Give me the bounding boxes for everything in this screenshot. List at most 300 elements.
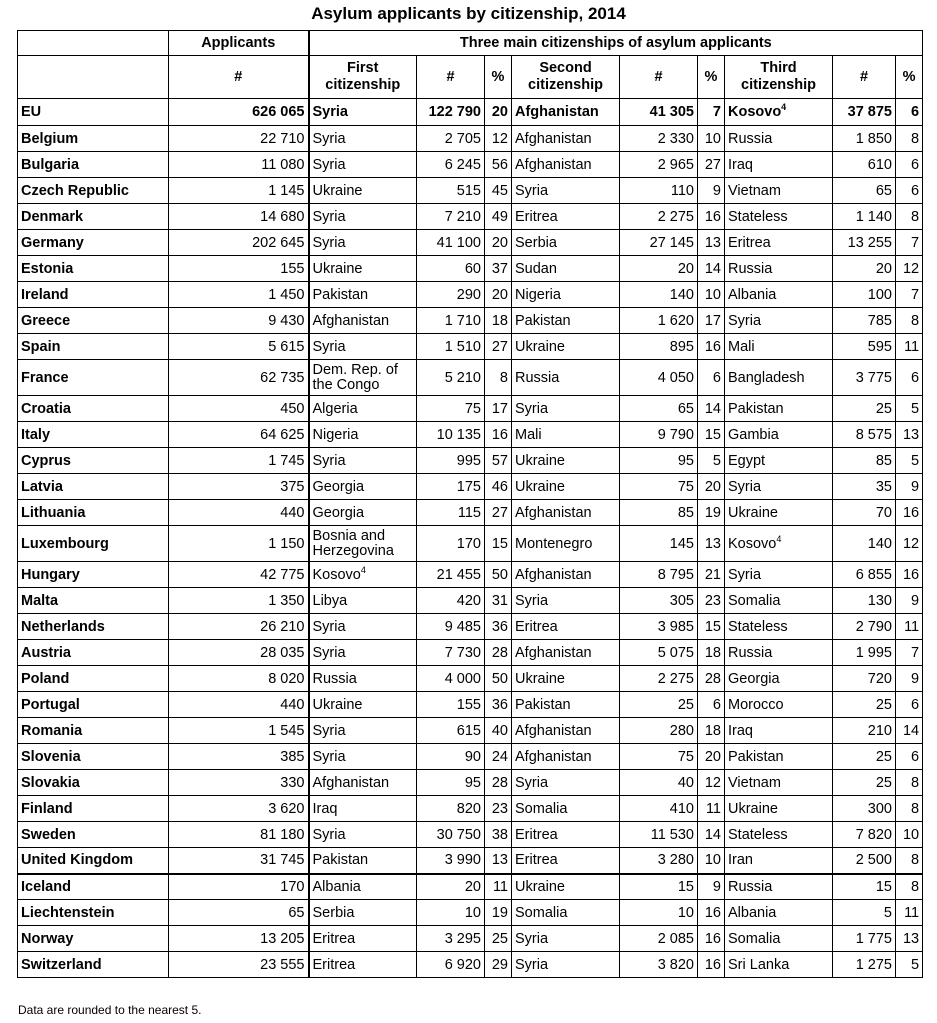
third-count-cell xyxy=(833,666,896,692)
first-citizenship-cell xyxy=(309,822,417,848)
first-count-cell xyxy=(417,848,485,874)
third-count-cell xyxy=(833,99,896,126)
first-citizenship-text: Kosovo xyxy=(312,566,361,583)
country-name-text: Latvia xyxy=(21,478,63,495)
first-count-text: 7 210 xyxy=(444,208,481,225)
second-pct-text: 18 xyxy=(704,644,721,661)
third-count-text: 1 775 xyxy=(855,930,892,947)
third-count-text: 25 xyxy=(875,748,892,765)
first-pct-text: 31 xyxy=(491,592,508,609)
third-citizenship-cell xyxy=(725,666,833,692)
second-pct-cell xyxy=(698,99,725,126)
first-count-text: 10 135 xyxy=(436,426,481,443)
first-count-text: 7 730 xyxy=(444,644,481,661)
second-count-cell xyxy=(620,692,698,718)
first-count-text: 75 xyxy=(464,400,481,417)
applicants-count-cell xyxy=(169,900,309,926)
second-citizenship-text: Nigeria xyxy=(515,286,561,303)
second-citizenship-cell xyxy=(512,666,620,692)
second-citizenship-cell xyxy=(512,396,620,422)
third-count-text: 65 xyxy=(875,182,892,199)
second-pct-text: 10 xyxy=(704,130,721,147)
first-pct-cell xyxy=(485,692,512,718)
third-pct-text: 6 xyxy=(911,156,920,173)
third-pct-cell xyxy=(896,666,923,692)
second-pct-cell xyxy=(698,448,725,474)
first-pct-text: 20 xyxy=(491,104,508,120)
second-count-cell xyxy=(620,474,698,500)
applicants-count-text: 1 350 xyxy=(268,592,305,609)
applicants-count-text: 170 xyxy=(280,878,305,895)
first-count-cell xyxy=(417,744,485,770)
table-row xyxy=(18,640,923,666)
second-citizenship-text: Montenegro xyxy=(515,535,593,552)
second-pct-cell xyxy=(698,666,725,692)
applicants-count-text: 31 745 xyxy=(260,852,305,869)
first-citizenship-cell xyxy=(309,640,417,666)
first-pct-cell xyxy=(485,562,512,588)
country-name-text: Belgium xyxy=(21,130,79,147)
second-pct-cell xyxy=(698,640,725,666)
second-citizenship-text: Afghanistan xyxy=(515,156,592,173)
third-citizenship-cell xyxy=(725,230,833,256)
first-citizenship-text: Pakistan xyxy=(312,852,369,869)
table-row xyxy=(18,744,923,770)
third-pct-cell xyxy=(896,744,923,770)
first-count-cell xyxy=(417,770,485,796)
applicants-count-cell xyxy=(169,360,309,396)
third-citizenship-cell xyxy=(725,126,833,152)
second-count-cell xyxy=(620,178,698,204)
applicants-count-cell xyxy=(169,204,309,230)
third-count-cell xyxy=(833,900,896,926)
second-citizenship-text: Somalia xyxy=(515,904,568,921)
first-citizenship-cell xyxy=(309,422,417,448)
country-name-cell xyxy=(18,848,169,874)
applicants-count-text: 28 035 xyxy=(260,644,305,661)
country-name-text: France xyxy=(21,369,69,386)
first-count-text: 995 xyxy=(456,452,481,469)
first-pct-cell xyxy=(485,230,512,256)
first-citizenship-cell xyxy=(309,692,417,718)
second-count-cell xyxy=(620,230,698,256)
header-empty-cell xyxy=(18,56,169,99)
second-pct-text: 16 xyxy=(704,208,721,225)
third-citizenship-text: Albania xyxy=(728,904,777,921)
applicants-count-cell xyxy=(169,178,309,204)
country-name-cell xyxy=(18,614,169,640)
first-count-text: 21 455 xyxy=(436,566,481,583)
applicants-count-text: 155 xyxy=(280,260,305,277)
first-count-text: 820 xyxy=(456,800,481,817)
first-pct-text: 50 xyxy=(491,670,508,687)
second-count-cell xyxy=(620,360,698,396)
applicants-count-cell xyxy=(169,474,309,500)
first-count-text: 6 245 xyxy=(444,156,481,173)
header-third-count: # xyxy=(833,56,896,99)
second-citizenship-cell xyxy=(512,718,620,744)
footnote-marker: 4 xyxy=(776,533,782,544)
third-pct-text: 8 xyxy=(911,852,920,869)
first-pct-text: 12 xyxy=(491,130,508,147)
second-citizenship-cell xyxy=(512,256,620,282)
first-count-cell xyxy=(417,474,485,500)
third-pct-cell xyxy=(896,526,923,562)
third-citizenship-text: Georgia xyxy=(728,670,780,687)
third-pct-text: 8 xyxy=(911,208,920,225)
applicants-count-text: 626 065 xyxy=(252,104,305,120)
third-citizenship-cell xyxy=(725,396,833,422)
header-second-pct: % xyxy=(698,56,725,99)
applicants-count-cell xyxy=(169,796,309,822)
country-name-cell xyxy=(18,126,169,152)
third-count-text: 1 275 xyxy=(855,956,892,973)
third-citizenship-text: Sri Lanka xyxy=(728,956,790,973)
country-name-text: Austria xyxy=(21,644,71,661)
first-pct-text: 36 xyxy=(491,696,508,713)
second-pct-text: 19 xyxy=(704,504,721,521)
table-row xyxy=(18,282,923,308)
second-citizenship-cell xyxy=(512,744,620,770)
third-count-text: 3 775 xyxy=(855,369,892,386)
third-count-text: 70 xyxy=(875,504,892,521)
third-count-cell xyxy=(833,152,896,178)
third-citizenship-text: Syria xyxy=(728,312,762,329)
first-citizenship-cell xyxy=(309,744,417,770)
second-pct-cell xyxy=(698,796,725,822)
third-pct-cell xyxy=(896,126,923,152)
header-empty-cell xyxy=(18,31,169,56)
second-count-cell xyxy=(620,126,698,152)
second-citizenship-text: Somalia xyxy=(515,800,568,817)
second-count-text: 895 xyxy=(669,338,694,355)
third-pct-cell xyxy=(896,204,923,230)
third-count-cell xyxy=(833,396,896,422)
first-pct-cell xyxy=(485,640,512,666)
country-name-cell xyxy=(18,334,169,360)
header-three-main-citizenships: Three main citizenships of asylum applicants xyxy=(309,31,923,56)
country-name-text: Bulgaria xyxy=(21,156,80,173)
second-citizenship-text: Pakistan xyxy=(515,312,571,329)
second-pct-cell xyxy=(698,562,725,588)
second-count-cell xyxy=(620,952,698,978)
first-count-text: 30 750 xyxy=(436,826,481,843)
second-count-text: 8 795 xyxy=(657,566,694,583)
third-pct-cell xyxy=(896,874,923,900)
second-citizenship-text: Pakistan xyxy=(515,696,571,713)
first-pct-text: 8 xyxy=(499,369,508,386)
second-pct-cell xyxy=(698,230,725,256)
applicants-count-cell xyxy=(169,874,309,900)
table-row xyxy=(18,822,923,848)
second-pct-text: 13 xyxy=(704,234,721,251)
first-count-cell xyxy=(417,152,485,178)
second-count-cell xyxy=(620,99,698,126)
third-count-text: 85 xyxy=(875,452,892,469)
first-count-cell xyxy=(417,666,485,692)
first-citizenship-text: Ukraine xyxy=(312,260,363,277)
country-name-text: Cyprus xyxy=(21,452,71,469)
country-name-text: Romania xyxy=(21,722,83,739)
first-citizenship-cell xyxy=(309,770,417,796)
footnote: Data are rounded to the nearest 5. xyxy=(18,1003,202,1017)
first-count-cell xyxy=(417,692,485,718)
country-name-text: Germany xyxy=(21,234,84,251)
applicants-count-cell xyxy=(169,99,309,126)
second-pct-cell xyxy=(698,588,725,614)
third-pct-cell xyxy=(896,178,923,204)
applicants-count-text: 385 xyxy=(280,748,305,765)
country-name-text: Slovakia xyxy=(21,774,80,791)
third-pct-cell xyxy=(896,99,923,126)
third-citizenship-cell xyxy=(725,770,833,796)
third-citizenship-text: Iran xyxy=(728,852,753,869)
third-count-text: 6 855 xyxy=(855,566,892,583)
second-pct-text: 16 xyxy=(704,338,721,355)
applicants-count-text: 81 180 xyxy=(260,826,305,843)
third-citizenship-text: Kosovo xyxy=(728,104,782,120)
applicants-count-cell xyxy=(169,614,309,640)
second-pct-text: 20 xyxy=(704,478,721,495)
first-citizenship-text: Nigeria xyxy=(312,426,359,443)
third-citizenship-cell xyxy=(725,448,833,474)
applicants-count-cell xyxy=(169,422,309,448)
third-pct-cell xyxy=(896,926,923,952)
second-pct-text: 12 xyxy=(704,774,721,791)
third-citizenship-cell xyxy=(725,588,833,614)
third-pct-text: 6 xyxy=(911,104,920,120)
second-count-cell xyxy=(620,526,698,562)
applicants-count-cell xyxy=(169,448,309,474)
second-citizenship-cell xyxy=(512,640,620,666)
first-citizenship-cell xyxy=(309,448,417,474)
second-count-text: 305 xyxy=(669,592,694,609)
third-pct-cell xyxy=(896,822,923,848)
first-count-text: 95 xyxy=(464,774,481,791)
third-count-cell xyxy=(833,126,896,152)
second-pct-text: 20 xyxy=(704,748,721,765)
first-pct-cell xyxy=(485,718,512,744)
applicants-count-text: 1 545 xyxy=(268,722,305,739)
second-count-cell xyxy=(620,308,698,334)
country-name-cell xyxy=(18,744,169,770)
third-pct-text: 5 xyxy=(911,956,920,973)
second-pct-cell xyxy=(698,256,725,282)
second-pct-text: 16 xyxy=(704,930,721,947)
third-pct-text: 7 xyxy=(911,234,920,251)
second-count-cell xyxy=(620,614,698,640)
third-pct-cell xyxy=(896,256,923,282)
third-count-cell xyxy=(833,770,896,796)
second-count-cell xyxy=(620,744,698,770)
second-citizenship-cell xyxy=(512,796,620,822)
first-pct-cell xyxy=(485,448,512,474)
third-pct-cell xyxy=(896,796,923,822)
first-citizenship-cell xyxy=(309,718,417,744)
first-pct-cell xyxy=(485,588,512,614)
third-pct-text: 16 xyxy=(902,504,920,521)
second-pct-text: 15 xyxy=(704,426,721,443)
applicants-count-text: 1 145 xyxy=(268,182,305,199)
third-citizenship-text: Somalia xyxy=(728,592,781,609)
first-count-text: 175 xyxy=(456,478,481,495)
third-pct-cell xyxy=(896,360,923,396)
second-count-cell xyxy=(620,796,698,822)
second-count-cell xyxy=(620,822,698,848)
first-citizenship-cell xyxy=(309,952,417,978)
second-pct-cell xyxy=(698,718,725,744)
third-pct-cell xyxy=(896,396,923,422)
applicants-count-text: 440 xyxy=(280,504,305,521)
third-citizenship-text: Eritrea xyxy=(728,234,771,251)
third-citizenship-text: Stateless xyxy=(728,618,788,635)
first-count-cell xyxy=(417,396,485,422)
first-citizenship-cell xyxy=(309,474,417,500)
third-count-cell xyxy=(833,500,896,526)
third-count-cell xyxy=(833,822,896,848)
country-name-text: Iceland xyxy=(21,878,71,895)
first-pct-text: 19 xyxy=(491,904,508,921)
third-count-cell xyxy=(833,796,896,822)
first-count-cell xyxy=(417,588,485,614)
second-pct-text: 14 xyxy=(704,260,721,277)
first-pct-cell xyxy=(485,396,512,422)
third-pct-cell xyxy=(896,500,923,526)
third-count-text: 25 xyxy=(875,696,892,713)
second-citizenship-cell xyxy=(512,99,620,126)
second-citizenship-cell xyxy=(512,770,620,796)
second-count-cell xyxy=(620,666,698,692)
first-count-cell xyxy=(417,422,485,448)
second-count-text: 9 790 xyxy=(657,426,694,443)
second-pct-cell xyxy=(698,282,725,308)
second-count-cell xyxy=(620,334,698,360)
applicants-count-cell xyxy=(169,926,309,952)
country-name-cell xyxy=(18,474,169,500)
third-citizenship-text: Kosovo xyxy=(728,535,777,552)
first-citizenship-cell xyxy=(309,500,417,526)
second-count-cell xyxy=(620,848,698,874)
header-applicants: Applicants xyxy=(169,31,309,56)
third-pct-text: 13 xyxy=(902,930,920,947)
second-pct-cell xyxy=(698,614,725,640)
third-count-text: 300 xyxy=(867,800,892,817)
applicants-count-cell xyxy=(169,718,309,744)
second-count-text: 85 xyxy=(677,504,694,521)
second-citizenship-text: Ukraine xyxy=(515,878,565,895)
country-name-cell xyxy=(18,308,169,334)
third-citizenship-cell xyxy=(725,796,833,822)
third-pct-text: 7 xyxy=(911,286,920,303)
first-count-cell xyxy=(417,926,485,952)
first-citizenship-text: Eritrea xyxy=(312,956,356,973)
second-pct-text: 18 xyxy=(704,722,721,739)
third-citizenship-text: Russia xyxy=(728,878,773,895)
second-citizenship-cell xyxy=(512,692,620,718)
header-first-pct: % xyxy=(485,56,512,99)
first-count-text: 615 xyxy=(456,722,481,739)
third-count-cell xyxy=(833,256,896,282)
second-count-text: 75 xyxy=(677,748,694,765)
second-citizenship-text: Syria xyxy=(515,182,549,199)
second-citizenship-text: Afghanistan xyxy=(515,748,592,765)
third-pct-text: 11 xyxy=(904,618,920,635)
table-row xyxy=(18,204,923,230)
third-count-text: 5 xyxy=(883,904,892,921)
first-citizenship-text: Eritrea xyxy=(312,930,356,947)
second-pct-text: 6 xyxy=(712,696,721,713)
third-count-text: 1 850 xyxy=(855,130,892,147)
first-citizenship-text: Ukraine xyxy=(312,696,363,713)
third-count-text: 25 xyxy=(875,774,892,791)
third-count-cell xyxy=(833,474,896,500)
third-citizenship-cell xyxy=(725,848,833,874)
country-name-cell xyxy=(18,256,169,282)
footnote-marker: 4 xyxy=(781,102,787,113)
second-count-text: 20 xyxy=(677,260,694,277)
applicants-count-cell xyxy=(169,256,309,282)
first-count-text: 2 705 xyxy=(444,130,481,147)
country-name-text: Liechtenstein xyxy=(21,904,115,921)
second-count-cell xyxy=(620,448,698,474)
applicants-count-cell xyxy=(169,692,309,718)
applicants-count-text: 1 450 xyxy=(268,286,305,303)
third-count-text: 8 575 xyxy=(855,426,892,443)
second-pct-text: 11 xyxy=(705,800,721,817)
first-pct-text: 40 xyxy=(491,722,508,739)
first-count-cell xyxy=(417,874,485,900)
first-pct-text: 37 xyxy=(491,260,508,277)
second-pct-cell xyxy=(698,770,725,796)
second-citizenship-cell xyxy=(512,152,620,178)
third-count-text: 720 xyxy=(867,670,892,687)
first-pct-cell xyxy=(485,822,512,848)
applicants-count-text: 440 xyxy=(280,696,305,713)
country-name-cell xyxy=(18,396,169,422)
country-name-text: Estonia xyxy=(21,260,74,277)
second-citizenship-cell xyxy=(512,178,620,204)
third-pct-cell xyxy=(896,422,923,448)
third-pct-text: 8 xyxy=(911,130,920,147)
applicants-count-cell xyxy=(169,334,309,360)
country-name-cell xyxy=(18,952,169,978)
second-count-cell xyxy=(620,718,698,744)
second-pct-text: 13 xyxy=(704,535,721,552)
table-row xyxy=(18,448,923,474)
applicants-count-text: 62 735 xyxy=(260,369,305,386)
table-row xyxy=(18,256,923,282)
third-citizenship-cell xyxy=(725,562,833,588)
first-citizenship-text: Syria xyxy=(312,618,346,635)
first-count-text: 420 xyxy=(456,592,481,609)
second-citizenship-text: Sudan xyxy=(515,260,557,277)
second-citizenship-cell xyxy=(512,822,620,848)
third-citizenship-cell xyxy=(725,718,833,744)
table-row xyxy=(18,796,923,822)
first-pct-text: 50 xyxy=(491,566,508,583)
second-count-cell xyxy=(620,204,698,230)
first-citizenship-text: Afghanistan xyxy=(312,312,390,329)
first-pct-cell xyxy=(485,422,512,448)
second-pct-text: 14 xyxy=(704,826,721,843)
first-pct-text: 36 xyxy=(491,618,508,635)
first-citizenship-text: Syria xyxy=(312,644,346,661)
first-pct-text: 23 xyxy=(491,800,508,817)
applicants-count-cell xyxy=(169,230,309,256)
third-citizenship-cell xyxy=(725,926,833,952)
third-citizenship-text: Pakistan xyxy=(728,400,784,417)
first-pct-text: 13 xyxy=(491,852,508,869)
